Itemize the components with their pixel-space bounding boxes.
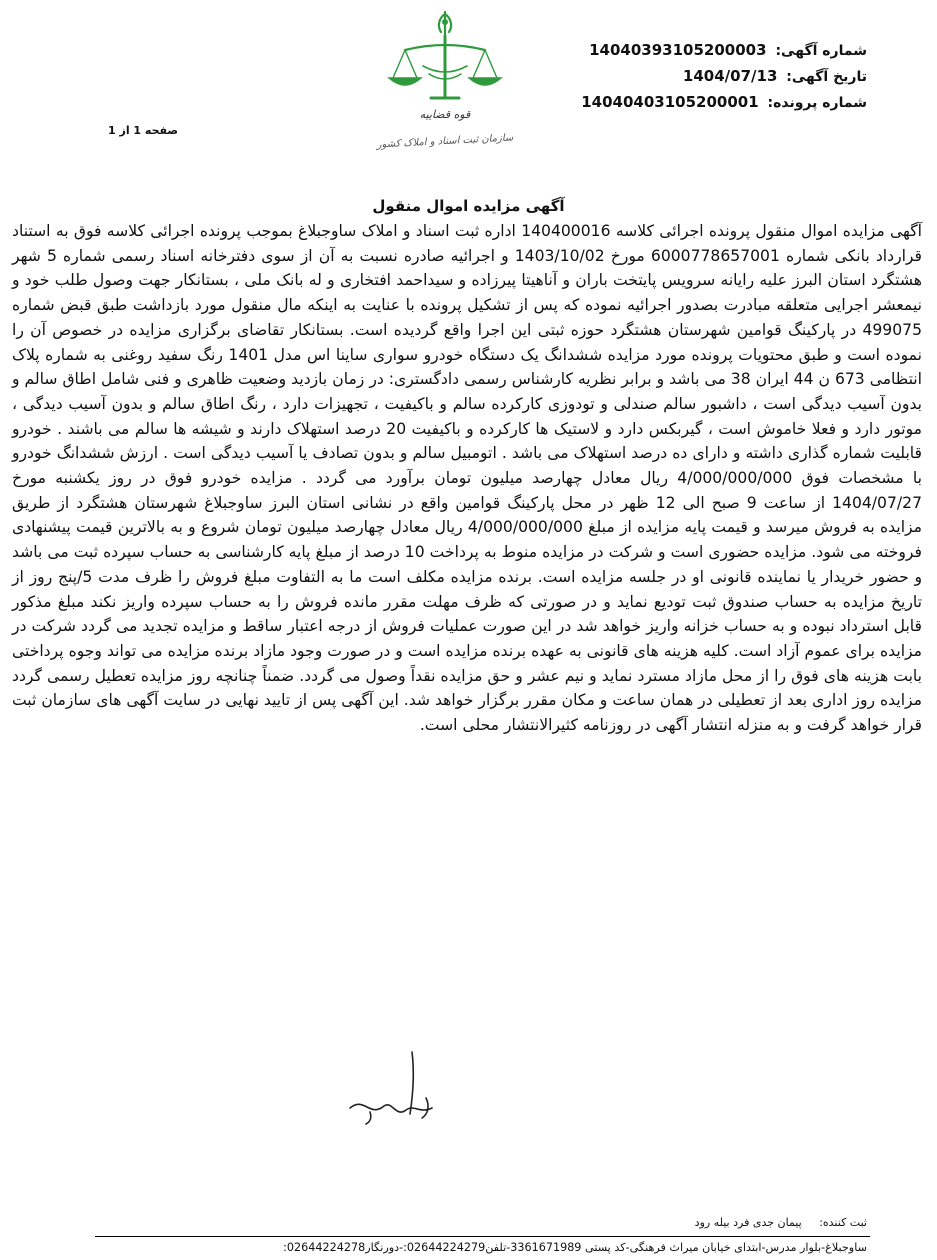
org-name: قوه قضاییه (419, 108, 471, 121)
office-address: ساوجبلاغ-بلوار مدرس-ابتدای خیابان میراث فرهنگی-کد پستی 3361671989-تلفن02644224279:-دورنگار02644224278: (283, 1241, 867, 1254)
file-number-row (567, 90, 867, 116)
page-number: صفحه 1 از 1 (108, 124, 179, 137)
ad-date-label: تاریخ آگهی: (786, 69, 867, 85)
file-number: 14040403105200001 (581, 93, 759, 111)
ad-meta (567, 38, 867, 116)
document-body: آگهی مزایده اموال منقول پرونده اجرائی کلاسه 140400016 اداره ثبت اسناد و املاک ساوجبلاغ بموجب پرونده اجرائی کلاسه فوق به استناد قرارداد بانکی شماره 6000778657001 مورخ 1403/10/02 و اجرائیه صادره نسبت به آن از سوی دفترخانه اسناد رسمی شماره 5 شهر هشتگرد استان البرز علیه رایانه سرویس پایتخت باران و آناهیتا پیرزاده و سیداحمد افتخاری و له بانک ملی ، بستانکار جهت وصول طلب خود و نیمعشر اجرایی متعلقه مبادرت بصدور اجرائیه نموده که پس از تشکیل پرونده با عنایت به اینکه مال منقول مورد بازداشت طبق قبض شماره 499075 در پارکینگ قوامین شهرستان هشتگرد حوزه ثبتی این اجرا واقع گردیده است. بستانکار تقاضای برگزاری مزایده در خصوص آن را نموده است و طبق محتویات پرونده مورد مزایده ششدانگ یک دستگاه خودرو سواری ساینا اس مدل 1401 رنگ سفید روغنی به شماره پلاک انتظامی 673 ن 44 ایران 38 می باشد و برابر نظریه کارشناس رسمی دادگستری: در زمان بازدید وضعیت ظاهری و فنی شامل اطاق سالم و بدون آسیب دیدگی است ، داشبور سالم صندلی و تودوزی کارکرده سالم و باکیفیت ، تجهیزات دارد ، رنگ اطاق سالم و بدون آسیب دیدگی ، موتور دارد و فعلا خاموش است ، گیربکس دارد و لاستیک ها کارکرده و باکیفیت 20 درصد استهلاک دارند و شیشه ها سالم می باشند . خودرو قابلیت شماره گذاری داشته و دارای ده درصد استهلاک می باشد . اتومبیل سالم و بدون تصادف یا آسیب دیدگی است . ارزش ششدانگ خودرو با مشخصات فوق 4/000/000/000 ریال معادل چهارصد میلیون تومان برآورد می گردد . مزایده خودرو فوق در روز یکشنبه مورخ 1404/07/27 از ساعت 9 صبح الی 12 ظهر در محل پارکینگ قوامین واقع در نشانی استان البرز ساوجبلاغ شهرستان هشتگرد از طریق مزایده به فروش میرسد و قیمت پایه مزایده از مبلغ 4/000/000/000 ریال معادل چهارصد میلیون تومان شروع و به بالاترین قیمت پیشنهادی فروخته می شود. مزایده حضوری است و شرکت در مزایده منوط به پرداخت 10 درصد از مبلغ پایه کارشناسی به حساب سپرده ثبت می باشد و حضور خریدار یا نماینده قانونی او در جلسه مزایده است. برنده مزایده مکلف است ما به التفاوت مبلغ فروش را ظرف مدت 5/پنج روز از تاریخ مزایده به حساب صندوق ثبت تودیع نماید و در صورتی که ظرف مهلت مقرر مانده فروش را به حساب سپرده واریز نکند مبلغ مذکور قابل استرداد نبوده و به حساب خزانه واریز خواهد شد در این صورت عملیات فروش از درجه اعتبار ساقط و مزایده تجدید می گردد شرکت در مزایده برای عموم آزاد است. کلیه هزینه های قانونی به عهده برنده مزایده است و در صورت وجود مازاد برنده مزایده می تواند وجوه پرداختی بابت هزینه های فوق را از محل مازاد مسترد نماید و نیم عشر و حق مزایده نقداً وصول می گردد. ضمناً چنانچه روز مزایده تعطیل رسمی گردد مزایده روز اداری بعد از تعطیلی در همان ساعت و مکان مقرر برگزار خواهد شد. این آگهی پس از تایید نهایی در سایت آگهی های سازمان ثبت قرار خواهد گرفت و به منزله انتشار آگهی در روزنامه کثیرالانتشار محلی است. (12, 222, 923, 735)
scales-of-justice-icon (375, 8, 515, 118)
ad-number-row (567, 38, 867, 64)
org-sub: سازمان ثبت اسناد و املاک کشور (376, 132, 514, 151)
registrar-name: پیمان جدی فرد بیله رود (694, 1216, 802, 1229)
footer-divider (95, 1236, 870, 1237)
ad-number: 14040393105200003 (589, 41, 767, 59)
registrar-label: ثبت کننده: (819, 1216, 867, 1229)
document-title: آگهی مزایده اموال منقول (372, 197, 565, 215)
registrar (695, 1216, 867, 1229)
ad-date-row (567, 64, 867, 90)
ad-number-label: شماره آگهی: (775, 43, 867, 59)
signature-icon (340, 1048, 460, 1138)
ad-date: 1404/07/13 (682, 67, 778, 85)
judiciary-emblem (375, 8, 515, 158)
file-number-label: شماره پرونده: (767, 95, 867, 111)
